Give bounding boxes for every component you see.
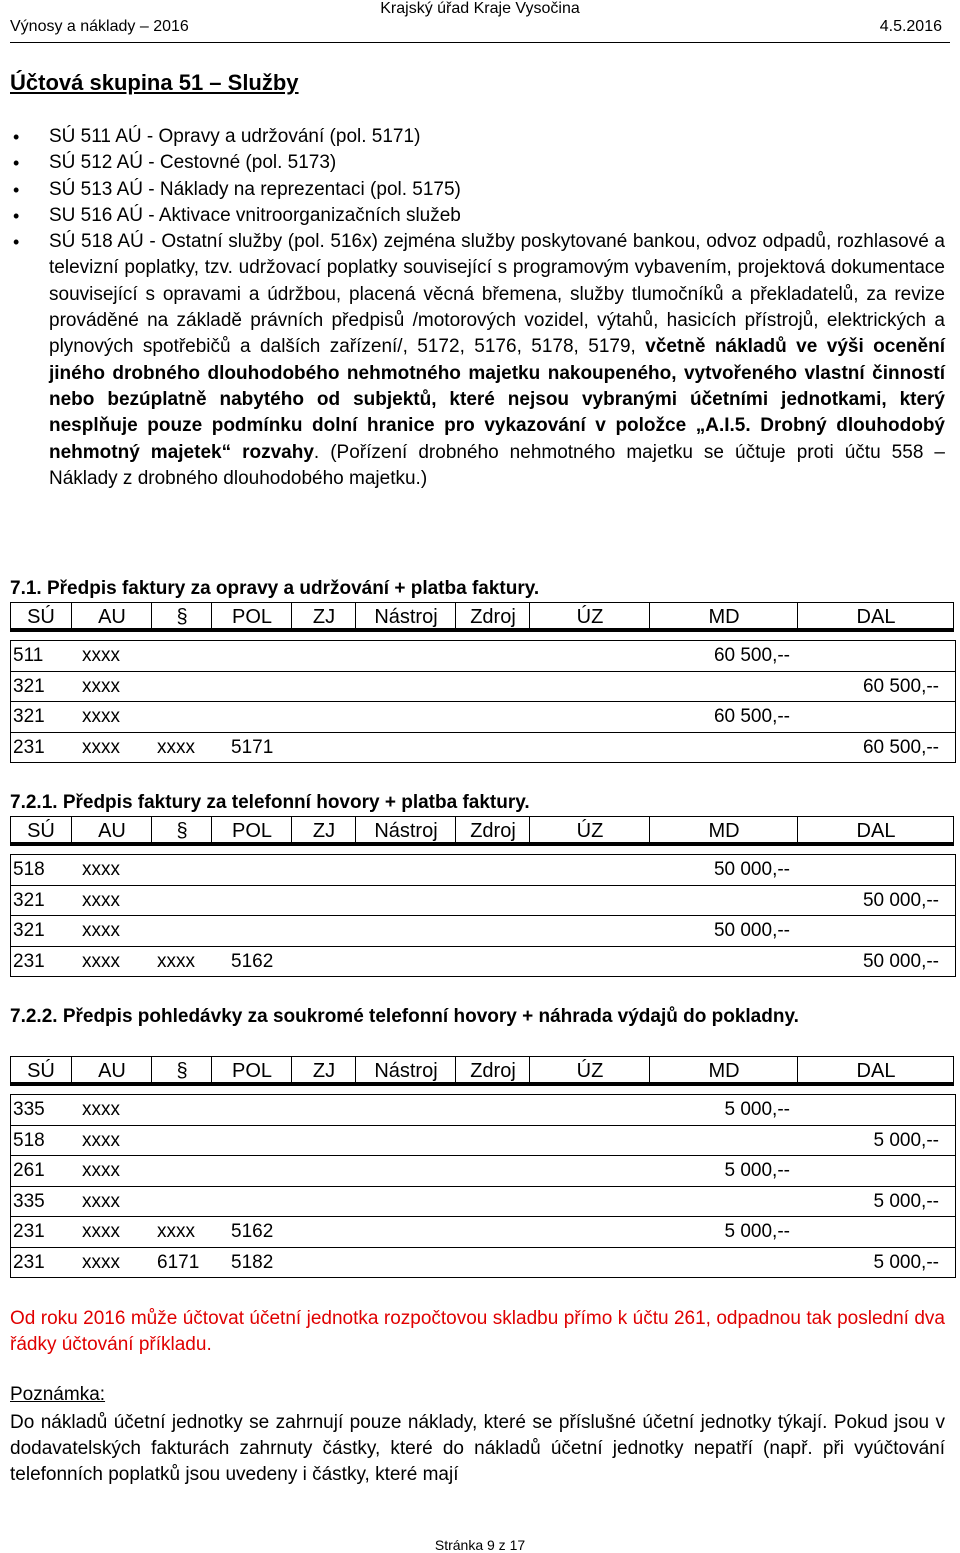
cell-au: xxxx: [82, 1160, 120, 1181]
header-date: 4.5.2016: [879, 18, 942, 35]
col-nastroj: Nástroj: [355, 817, 456, 842]
cell-au: xxxx: [82, 950, 120, 972]
col-paragraph: §: [151, 817, 212, 842]
cell-dal: 60 500,--: [862, 736, 939, 758]
table-row: [11, 916, 956, 947]
cell-au: xxxx: [82, 706, 120, 727]
cell-dal: 5 000,--: [873, 1190, 939, 1212]
table-row: [11, 1095, 956, 1126]
col-su: SÚ: [27, 820, 55, 842]
cell-4: 5171: [231, 736, 274, 758]
booking-table: [10, 854, 956, 977]
cell-au: xxxx: [82, 675, 120, 697]
header-center: Krajský úřad Kraje Vysočina: [380, 0, 580, 17]
cell-md: 50 000,--: [713, 920, 790, 941]
cell-dal: 50 000,--: [862, 950, 939, 972]
col-au: AU: [71, 603, 152, 628]
col-uz: ÚZ: [529, 603, 650, 628]
table-row: [11, 1247, 956, 1278]
col-zdroj: Zdroj: [455, 603, 530, 628]
example-title-7-2-2: 7.2.2. Předpis pohledávky za soukromé telefonní hovory + náhrada výdajů do pokladny.: [10, 1006, 799, 1027]
table-row: [11, 732, 956, 763]
page-header: [10, 0, 950, 44]
cell-3: xxxx: [157, 950, 195, 972]
cell-su: 335: [13, 1190, 45, 1212]
cell-dal: 5 000,--: [873, 1251, 939, 1273]
cell-md: 5 000,--: [724, 1099, 790, 1120]
col-su: SÚ: [27, 606, 55, 628]
note-title: Poznámka:: [10, 1384, 106, 1405]
cell-au: xxxx: [82, 920, 120, 941]
bullet-long-bold: včetně nákladů ve výši ocenění jiného drobného dlouhodobého nehmotného majetku nakoupeného, vytvořeného vlastní činností nebo bezúplatně nabytého od subjektů, které nejsou vybranými účetními jednotkami, který nesplňuje pouze podmínku dolní hranice pro vykazování v položce „A.I.5. Drobný dlouhodobý nehmotný majetek“ rozvahy: [49, 336, 945, 463]
table-row: [11, 1156, 956, 1187]
account-bullet-list: [10, 124, 945, 492]
table-row: [11, 1125, 956, 1156]
cell-4: 5182: [231, 1251, 274, 1273]
col-su: SÚ: [27, 1060, 55, 1082]
table-row: [11, 671, 956, 702]
cell-3: xxxx: [157, 1221, 195, 1242]
cell-au: xxxx: [82, 1221, 120, 1242]
bullet-item: • SÚ 513 AÚ - Náklady na reprezentaci (pol. 5175): [10, 177, 945, 203]
section-heading: Účtová skupina 51 – Služby: [10, 70, 299, 95]
col-zj: ZJ: [291, 817, 356, 842]
booking-table: [10, 640, 956, 763]
cell-au: xxxx: [82, 889, 120, 911]
table-row: [11, 946, 956, 977]
bullet-long-after: . (Pořízení drobného nehmotného majetku se účtuje proti účtu 558 – Náklady z drobného dlouhodobého majetku.): [49, 441, 945, 489]
bullet-item-long: [10, 229, 945, 492]
cell-su: 231: [13, 950, 45, 972]
col-nastroj: Nástroj: [355, 1057, 456, 1082]
example-title-7-2-1: 7.2.1. Předpis faktury za telefonní hovory + platba faktury.: [10, 792, 530, 813]
cell-au: xxxx: [82, 1251, 120, 1273]
table-row: [11, 702, 956, 733]
col-uz: ÚZ: [529, 817, 650, 842]
col-dal: DAL: [797, 1057, 954, 1082]
col-md: MD: [649, 1057, 798, 1082]
col-zdroj: Zdroj: [455, 1057, 530, 1082]
cell-su: 321: [13, 889, 45, 911]
cell-md: 60 500,--: [713, 645, 790, 666]
col-md: MD: [649, 603, 798, 628]
note-text: Do nákladů účetní jednotky se zahrnují pouze náklady, které se příslušné účetní jednotky týkají. Pokud jsou v dodavatelských fakturách zahrnuty částky, které do nákladů účetní jednotky nepatří (např. při vyúčtování telefonních poplatků jsou uvedeny i částky, které mají: [10, 1412, 945, 1485]
col-paragraph: §: [151, 1057, 212, 1082]
col-uz: ÚZ: [529, 1057, 650, 1082]
red-note: Od roku 2016 může účtovat účetní jednotka rozpočtovou skladbu přímo k účtu 261, odpadnou tak poslední dva řádky účtování příkladu.: [10, 1308, 945, 1355]
booking-table-header: [10, 816, 954, 846]
header-left: Výnosy a náklady – 2016: [10, 18, 189, 35]
cell-md: 5 000,--: [724, 1221, 790, 1242]
table-row: [11, 641, 956, 672]
col-pol: POL: [211, 817, 292, 842]
page-footer: Stránka 9 z 17: [434, 1537, 526, 1553]
cell-au: xxxx: [82, 736, 120, 758]
cell-su: 231: [13, 1251, 45, 1273]
col-nastroj: Nástroj: [355, 603, 456, 628]
col-dal: DAL: [797, 603, 954, 628]
cell-su: 261: [13, 1160, 45, 1181]
cell-su: 518: [13, 859, 45, 880]
bullet-item: • SU 516 AÚ - Aktivace vnitroorganizačních služeb: [10, 203, 945, 229]
col-zj: ZJ: [291, 1057, 356, 1082]
cell-4: 5162: [231, 1221, 274, 1242]
bullet-long-text: SÚ 518 AÚ - Ostatní služby (pol. 516x) zejména služby poskytované bankou, odvoz odpadů, rozhlasové a televizní poplatky, tzv. udržovací poplatky související s programovým vybavením, projektová dokumentace související s opravami a údržbou, placená věcná břemena, služby tlumočníků a překladatelů, za revize prováděné na základě právních předpisů /motorových vozidel, výtahů, hasicích přístrojů, elektrických a plynových spotřebičů a dalších zařízení/, 5172, 5176, 5178, 5179,: [49, 231, 945, 358]
table-row: [11, 1186, 956, 1217]
cell-au: xxxx: [82, 859, 120, 880]
cell-su: 321: [13, 706, 45, 727]
bullet-item: • SÚ 511 AÚ - Opravy a udržování (pol. 5171): [10, 124, 945, 150]
cell-su: 321: [13, 920, 45, 941]
cell-au: xxxx: [82, 1099, 120, 1120]
cell-md: 60 500,--: [713, 706, 790, 727]
cell-su: 511: [13, 645, 44, 666]
cell-dal: 60 500,--: [862, 675, 939, 697]
cell-3: 6171: [157, 1251, 200, 1273]
bullet-item: • SÚ 512 AÚ - Cestovné (pol. 5173): [10, 150, 945, 176]
col-au: AU: [71, 817, 152, 842]
cell-3: xxxx: [157, 736, 195, 758]
cell-md: 50 000,--: [713, 859, 790, 880]
cell-su: 518: [13, 1129, 45, 1151]
table-row: [11, 885, 956, 916]
cell-dal: 5 000,--: [873, 1129, 939, 1151]
cell-md: 5 000,--: [724, 1160, 790, 1181]
cell-su: 231: [13, 736, 45, 758]
cell-au: xxxx: [82, 645, 120, 666]
col-paragraph: §: [151, 603, 212, 628]
cell-su: 335: [13, 1099, 45, 1120]
header-rule: [10, 42, 950, 43]
cell-dal: 50 000,--: [862, 889, 939, 911]
col-zdroj: Zdroj: [455, 817, 530, 842]
booking-table-header: [10, 1056, 954, 1086]
col-md: MD: [649, 817, 798, 842]
table-row: [11, 855, 956, 886]
cell-su: 231: [13, 1221, 45, 1242]
table-row: [11, 1217, 956, 1248]
booking-table-header: [10, 602, 954, 632]
col-zj: ZJ: [291, 603, 356, 628]
example-title-7-1: 7.1. Předpis faktury za opravy a udržování + platba faktury.: [10, 578, 540, 599]
cell-au: xxxx: [82, 1129, 120, 1151]
cell-au: xxxx: [82, 1190, 120, 1212]
col-pol: POL: [211, 603, 292, 628]
cell-4: 5162: [231, 950, 274, 972]
col-dal: DAL: [797, 817, 954, 842]
col-au: AU: [71, 1057, 152, 1082]
cell-su: 321: [13, 675, 45, 697]
booking-table: [10, 1094, 956, 1278]
col-pol: POL: [211, 1057, 292, 1082]
